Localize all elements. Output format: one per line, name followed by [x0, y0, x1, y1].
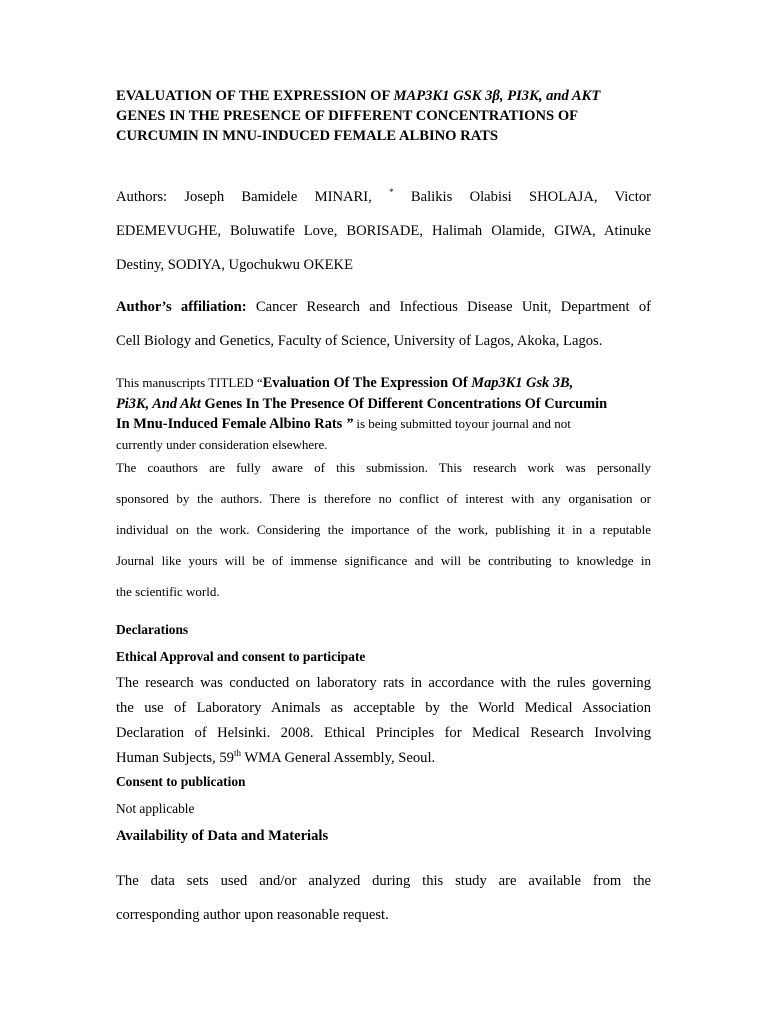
manuscript-line-4: currently under consideration elsewhere.: [116, 436, 328, 452]
ethics-text: WMA General Assembly, Seoul.: [240, 750, 436, 766]
availability-heading: Availability of Data and Materials: [116, 828, 329, 844]
affiliation-line-1: [116, 290, 651, 324]
coauthors-line-4: Journal like yours will be of immense significance and will be contributing to knowledge in: [116, 553, 651, 568]
manuscript-text: is being submitted toyour journal and not: [353, 416, 571, 431]
affiliation-line-2: Cell Biology and Genetics, Faculty of Science, University of Lagos, Akoka, Lagos.: [116, 333, 603, 349]
manuscript-text: This manuscripts TITLED “: [116, 375, 263, 390]
manuscript-statement: [116, 373, 651, 454]
manuscript-title-italic: Pi3K, And Akt: [116, 395, 201, 412]
ethics-line-4: [116, 746, 651, 771]
consent-text: Not applicable: [116, 801, 195, 816]
declarations-heading: Declarations: [116, 622, 189, 637]
manuscript-title-italic: Map3K1 Gsk 3B,: [471, 375, 574, 391]
corresponding-mark: *: [389, 187, 394, 198]
manuscript-line-3: [116, 414, 651, 435]
availability-paragraph: [116, 864, 651, 932]
coauthors-line-5: the scientific world.: [116, 584, 220, 599]
ethics-heading: Ethical Approval and consent to participate: [116, 649, 366, 664]
authors-line-3: Destiny, SODIYA, Ugochukwu OKEKE: [116, 257, 353, 273]
coauthors-line-1: The coauthors are fully aware of this submission. This research work was personally: [116, 460, 651, 475]
title-line-1: [116, 86, 651, 106]
authors-list: [116, 180, 651, 282]
coauthors-line-2: sponsored by the authors. There is therefore no conflict of interest with any organisation or: [116, 491, 651, 506]
title-line-3: CURCUMIN IN MNU-INDUCED FEMALE ALBINO RATS: [116, 128, 499, 144]
authors-text: Authors: Joseph Bamidele MINARI,: [116, 189, 390, 205]
title-text: EVALUATION OF THE EXPRESSION OF: [116, 88, 394, 104]
authors-text: Balikis Olabisi SHOLAJA, Victor: [393, 189, 651, 205]
title-line-2: GENES IN THE PRESENCE OF DIFFERENT CONCENTRATIONS OF: [116, 108, 579, 124]
ordinal-suffix: th: [233, 748, 241, 759]
closing-quote: ”: [345, 416, 354, 432]
affiliation: [116, 290, 651, 358]
paper-title: [116, 86, 651, 146]
manuscript-line-1: [116, 373, 651, 394]
manuscript-title-bold: In Mnu-Induced Female Albino Rats: [116, 416, 346, 432]
ethics-line-3: Declaration of Helsinki. 2008. Ethical Principles for Medical Research Involving: [116, 725, 651, 741]
affiliation-text: Cancer Research and Infectious Disease Unit, Department of: [246, 299, 652, 315]
authors-line-1: [116, 180, 651, 214]
affiliation-label: Author’s affiliation:: [116, 299, 247, 315]
coauthors-statement: [116, 452, 651, 607]
authors-line-2: EDEMEVUGHE, Boluwatife Love, BORISADE, Halimah Olamide, GIWA, Atinuke: [116, 223, 651, 239]
availability-line-1: The data sets used and/or analyzed during this study are available from the: [116, 873, 651, 889]
availability-line-2: corresponding author upon reasonable request.: [116, 907, 389, 923]
consent-heading: Consent to publication: [116, 774, 246, 789]
title-genes-italic: MAP3K1 GSK 3β, PI3K, and AKT: [393, 88, 601, 104]
ethics-line-2: the use of Laboratory Animals as acceptable by the World Medical Association: [116, 700, 651, 716]
manuscript-line-2: [116, 394, 651, 415]
ethics-paragraph: [116, 671, 651, 771]
manuscript-title-bold: Genes In The Presence Of Different Concentrations Of Curcumin: [200, 395, 608, 412]
coauthors-line-3: individual on the work. Considering the importance of the work, publishing it in a reputable: [116, 522, 651, 537]
ethics-line-1: The research was conducted on laboratory rats in accordance with the rules governing: [116, 675, 651, 691]
manuscript-title-bold: Evaluation Of The Expression Of: [262, 375, 472, 391]
ethics-text: Human Subjects, 59: [116, 750, 234, 766]
